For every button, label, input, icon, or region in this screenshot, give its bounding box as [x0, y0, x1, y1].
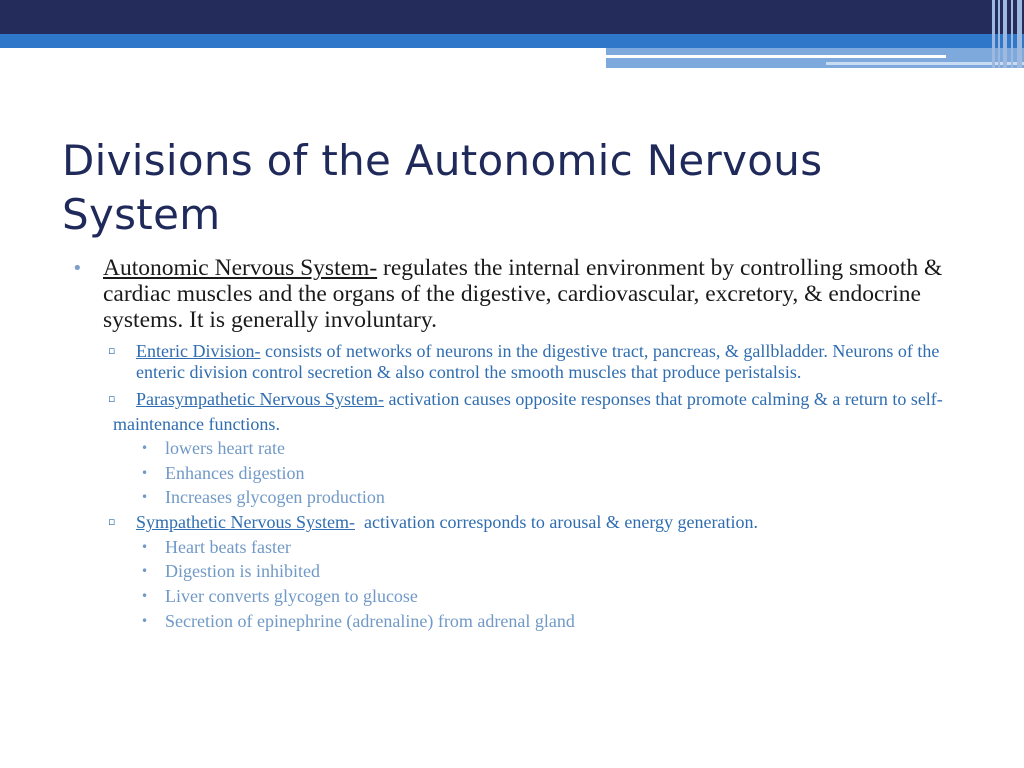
square-bullet-icon: ▫ [108, 392, 116, 405]
parasympathetic-text: activation causes opposite responses that promote calming & a return to self-maintenance functions. [113, 389, 943, 434]
list-item: • Heart beats faster [72, 535, 972, 560]
list-item: • Secretion of epinephrine (adrenaline) from adrenal gland [72, 609, 972, 634]
square-bullet-icon: ▫ [108, 344, 116, 357]
sympathetic-bullet [72, 510, 972, 535]
banner-light-band [606, 48, 1024, 68]
main-bullet-text: regulates the internal environment by controlling smooth & cardiac muscles and the organs of the digestive, cardiovascular, excretory, & endocrine systems. It is generally involuntary. [103, 255, 943, 333]
dot-bullet-icon: • [141, 564, 149, 579]
slide-content [72, 255, 972, 633]
sympathetic-term: Sympathetic Nervous System- [136, 512, 355, 533]
banner-white-line [606, 55, 946, 58]
main-bullet [72, 255, 972, 333]
dot-bullet-icon: • [141, 465, 149, 480]
enteric-term: Enteric Division- [136, 341, 261, 361]
list-item: • lowers heart rate [72, 436, 972, 461]
banner-stripes [990, 0, 1024, 68]
banner-blue-band [0, 34, 1024, 48]
dot-bullet-icon: • [141, 490, 149, 505]
list-item: • Liver converts glycogen to glucose [72, 584, 972, 609]
main-bullet-term: Autonomic Nervous System- [103, 255, 378, 281]
square-bullet-icon: ▫ [108, 515, 116, 529]
list-item: • Enhances digestion [72, 461, 972, 486]
parasympathetic-bullet [72, 387, 972, 436]
dot-bullet-icon: • [141, 539, 149, 554]
slide-title: Divisions of the Autonomic Nervous System [62, 136, 823, 239]
enteric-bullet [72, 341, 972, 382]
dot-bullet-icon: • [141, 441, 149, 455]
dot-bullet-icon: • [141, 613, 149, 628]
header-banner [0, 0, 1024, 70]
dot-bullet-icon: • [141, 589, 149, 604]
list-item: • Increases glycogen production [72, 485, 972, 510]
list-item: • Digestion is inhibited [72, 559, 972, 584]
sympathetic-text: activation corresponds to arousal & energy generation. [354, 512, 759, 533]
enteric-text: consists of networks of neurons in the digestive tract, pancreas, & gallbladder. Neurons of the enteric division control secretion & also control the smooth muscles that produce peristalsis. [136, 341, 940, 382]
banner-dark-band [0, 0, 1024, 34]
parasympathetic-term: Parasympathetic Nervous System- [136, 389, 384, 409]
round-bullet-icon: • [72, 258, 83, 279]
